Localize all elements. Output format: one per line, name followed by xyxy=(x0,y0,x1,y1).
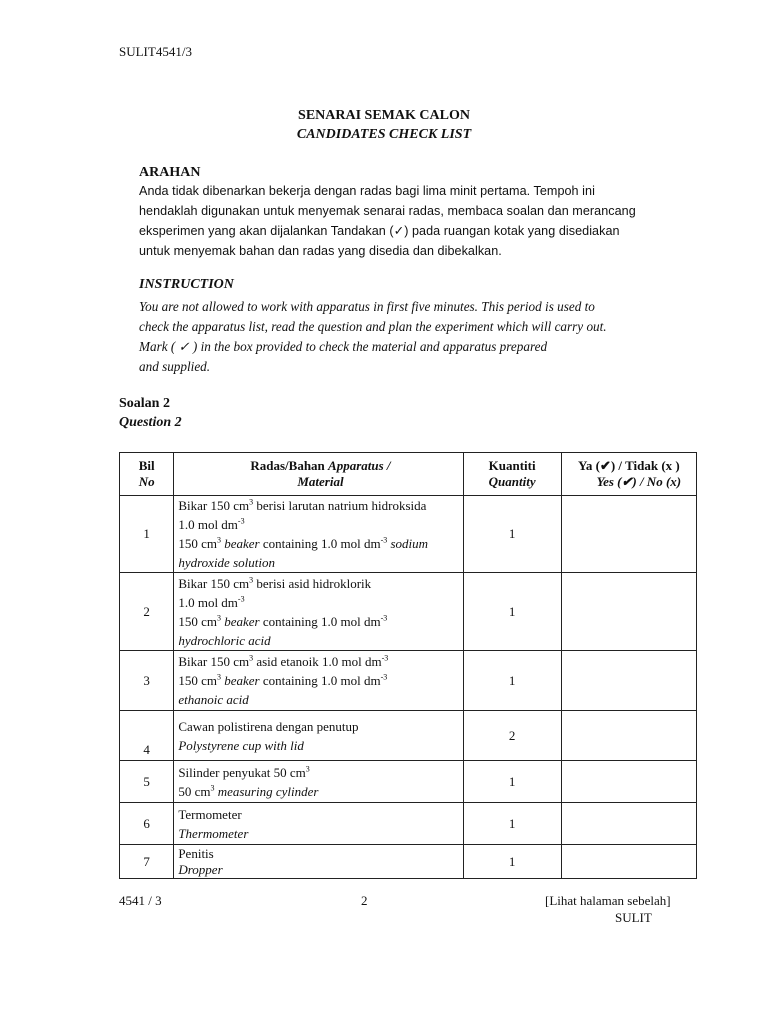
material-text: Cawan polistirena dengan penutup xyxy=(178,718,359,734)
header-mat-english2: Material xyxy=(297,474,344,489)
footer-code: 4541 / 3 xyxy=(119,893,162,908)
material-sup: -3 xyxy=(380,672,388,682)
row-material xyxy=(174,573,463,651)
material-sup: 3 xyxy=(249,497,254,507)
row-material xyxy=(174,803,463,845)
material-sup: -3 xyxy=(380,613,388,623)
header-quantity xyxy=(463,453,561,496)
instruction-line: check the apparatus list, read the question and plan the experiment which will carry out. xyxy=(139,319,607,334)
header-check xyxy=(561,453,696,496)
material-text: 1.0 mol dm xyxy=(178,594,238,610)
material-sup: 3 xyxy=(216,613,221,623)
material-english: beaker xyxy=(220,613,260,629)
title-english: CANDIDATES CHECK LIST xyxy=(296,127,472,142)
header-check-english: Yes (✔) / No (x) xyxy=(596,474,682,489)
material-english: beaker xyxy=(220,536,260,551)
instruction-line: Mark ( ✓ ) in the box provided to check the material and apparatus prepared xyxy=(139,339,548,354)
check-cell[interactable] xyxy=(561,761,696,803)
table-row xyxy=(120,761,697,803)
table-row xyxy=(120,803,697,845)
row-number: 4 xyxy=(120,711,174,761)
check-cell[interactable] xyxy=(561,803,696,845)
header-mat-malay: Radas/Bahan xyxy=(250,458,325,473)
instruction-heading: INSTRUCTION xyxy=(139,277,234,292)
row-quantity: 1 xyxy=(463,496,561,573)
question-malay: Soalan 2 xyxy=(119,396,170,411)
material-english: hydrochloric acid xyxy=(178,632,271,648)
check-cell[interactable] xyxy=(561,711,696,761)
row-material xyxy=(174,845,463,879)
material-sup: -3 xyxy=(381,653,389,663)
row-quantity: 2 xyxy=(463,711,561,761)
footer-page-number: 2 xyxy=(361,893,368,908)
material-text: Silinder penyukat 50 cm xyxy=(178,764,306,780)
table-row xyxy=(120,845,697,879)
check-cell[interactable] xyxy=(561,651,696,711)
table-row xyxy=(120,496,697,573)
material-english: beaker xyxy=(220,673,260,688)
arahan-line: hendaklah digunakan untuk menyemak senarai radas, membaca soalan dan merancang xyxy=(139,204,636,218)
header-mat-english: Apparatus / xyxy=(328,458,391,473)
row-quantity: 1 xyxy=(463,651,561,711)
row-material xyxy=(174,651,463,711)
material-sup: 3 xyxy=(210,783,215,793)
row-quantity: 1 xyxy=(463,845,561,879)
table-row xyxy=(120,651,697,711)
question-english: Question 2 xyxy=(119,415,182,430)
material-english: 150 cm xyxy=(178,536,217,551)
check-cell[interactable] xyxy=(561,845,696,879)
material-english: containing 1.0 mol dm xyxy=(259,613,381,629)
material-english: measuring cylinder xyxy=(214,783,319,799)
footer-next-page: [Lihat halaman sebelah] xyxy=(545,893,671,908)
material-sup: 3 xyxy=(305,764,310,774)
row-material xyxy=(174,711,463,761)
row-number: 2 xyxy=(120,573,174,651)
table-header-row xyxy=(120,453,697,496)
material-english: 150 cm xyxy=(178,613,217,629)
row-material xyxy=(174,496,463,573)
arahan-paragraph xyxy=(139,181,647,261)
material-english: 150 cm xyxy=(178,673,217,688)
material-english: ethanoic acid xyxy=(178,692,249,707)
material-english: sodium xyxy=(387,536,429,551)
material-english: Dropper xyxy=(178,861,223,877)
checklist-table xyxy=(119,452,697,879)
row-quantity: 1 xyxy=(463,573,561,651)
row-number: 3 xyxy=(120,651,174,711)
material-english: 50 cm xyxy=(178,783,211,799)
arahan-line: untuk menyemak bahan dan radas yang disedia dan dibekalkan. xyxy=(139,244,502,258)
material-sup: -3 xyxy=(380,535,388,545)
check-cell[interactable] xyxy=(561,573,696,651)
material-english: Thermometer xyxy=(178,825,249,841)
header-qty-english: Quantity xyxy=(488,474,536,489)
title-malay: SENARAI SEMAK CALON xyxy=(298,108,470,123)
footer-sulit: SULIT xyxy=(615,910,652,925)
header-no-english: No xyxy=(138,474,155,489)
table-row xyxy=(120,573,697,651)
header-code: SULIT4541/3 xyxy=(119,44,192,59)
header-material xyxy=(174,453,463,496)
material-sup: 3 xyxy=(216,672,221,682)
material-text: berisi larutan natrium hidroksida xyxy=(253,498,427,513)
row-number: 7 xyxy=(120,845,174,879)
instruction-line: You are not allowed to work with apparatus in first five minutes. This period is used to xyxy=(139,299,595,314)
material-text: berisi asid hidroklorik xyxy=(253,575,372,591)
table-row xyxy=(120,711,697,761)
check-cell[interactable] xyxy=(561,496,696,573)
row-number: 6 xyxy=(120,803,174,845)
instruction-line: and supplied. xyxy=(139,359,211,374)
material-text: Bikar 150 cm xyxy=(178,654,250,669)
row-quantity: 1 xyxy=(463,761,561,803)
header-qty-malay: Kuantiti xyxy=(488,458,536,473)
material-english: hydroxide solution xyxy=(178,555,275,570)
material-english: containing 1.0 mol dm xyxy=(259,536,381,551)
material-text: Termometer xyxy=(178,806,242,822)
row-material xyxy=(174,761,463,803)
header-check-malay: Ya (✔) / Tidak (x ) xyxy=(577,458,680,473)
material-sup: 3 xyxy=(216,535,221,545)
row-number: 5 xyxy=(120,761,174,803)
arahan-line: eksperimen yang akan dijalankan Tandakan (✓) pada ruangan kotak yang disediakan xyxy=(139,224,620,238)
header-no-malay: Bil xyxy=(138,458,155,473)
material-english: Polystyrene cup with lid xyxy=(178,737,304,753)
arahan-line: Anda tidak dibenarkan bekerja dengan radas bagi lima minit pertama. Tempoh ini xyxy=(139,184,595,198)
material-text: asid etanoik 1.0 mol dm xyxy=(253,654,382,669)
material-sup: -3 xyxy=(237,516,245,526)
material-sup: 3 xyxy=(249,575,254,585)
row-quantity: 1 xyxy=(463,803,561,845)
material-sup: 3 xyxy=(249,653,254,663)
material-english: containing 1.0 mol dm xyxy=(259,673,381,688)
material-text: 1.0 mol dm xyxy=(178,517,238,532)
material-text: Bikar 150 cm xyxy=(178,498,250,513)
instruction-paragraph xyxy=(139,297,647,377)
material-text: Penitis xyxy=(178,845,214,861)
arahan-heading: ARAHAN xyxy=(139,165,201,180)
header-no xyxy=(120,453,174,496)
material-sup: -3 xyxy=(237,594,245,604)
row-number: 1 xyxy=(120,496,174,573)
material-text: Bikar 150 cm xyxy=(178,575,250,591)
